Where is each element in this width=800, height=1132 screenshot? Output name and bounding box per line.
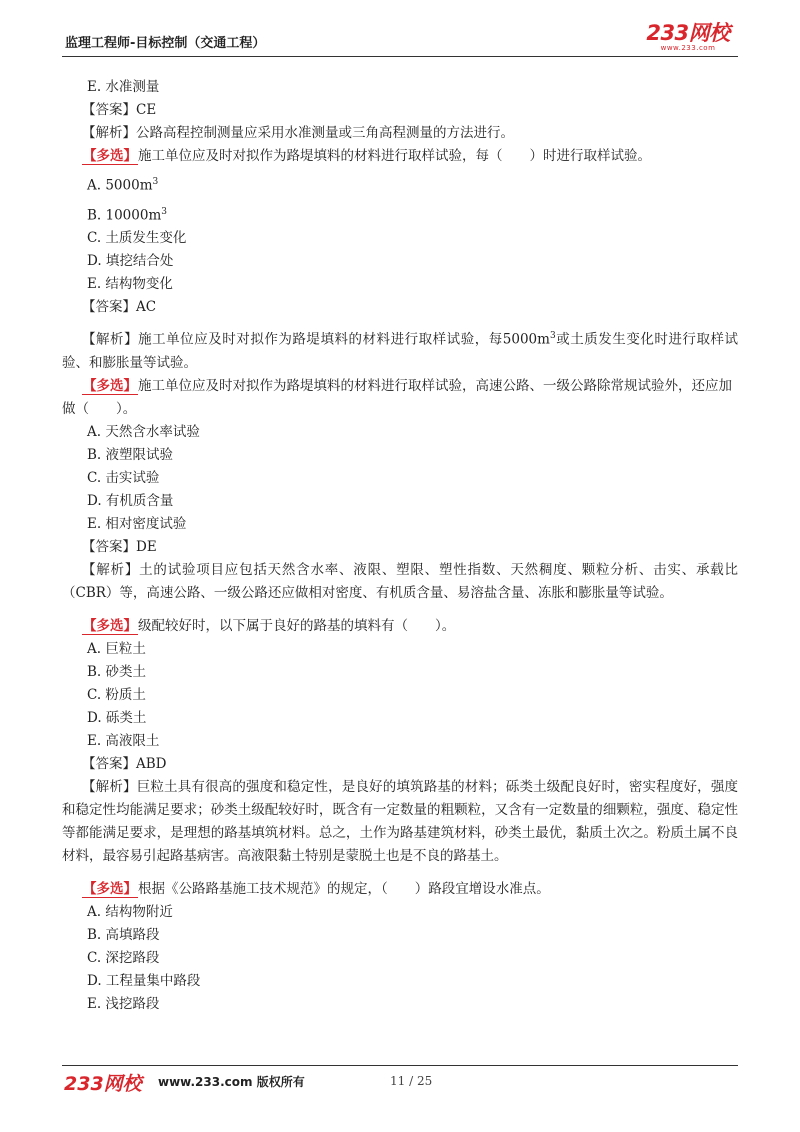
answer-value: ABD	[136, 755, 167, 772]
option-a: A. 结构物附近	[87, 903, 173, 920]
analysis-label: 【解析】	[82, 331, 139, 348]
analysis-line	[62, 776, 738, 868]
superscript: 3	[161, 206, 167, 217]
question-text: 施工单位应及时对拟作为路堤填料的材料进行取样试验，每（ ）时进行取样试验。	[138, 148, 651, 164]
question-text: 级配较好时，以下属于良好的路基的填料有（ ）。	[138, 617, 456, 634]
question-type-badge: 【多选】	[83, 880, 137, 897]
option-c: C. 深挖路段	[87, 949, 160, 966]
answer-value: CE	[136, 102, 157, 118]
option-c: C. 土质发生变化	[87, 230, 187, 246]
analysis-label: 【解析】	[82, 778, 137, 795]
answer-value: AC	[136, 299, 157, 315]
option-d: D. 填挖结合处	[87, 253, 174, 269]
answer-line	[62, 296, 738, 319]
analysis-text: 巨粒土具有很高的强度和稳定性，是良好的填筑路基的材料；砾类土级配良好时，密实程度好，强度和稳定性均能满足要求；砂类土级配较好时，既含有一定数量的粗颗粒，又含有一定数量的细颗粒，强度、稳定性等都能满足要求，是理想的路基填筑材料。总之，土作为路基建筑材料，砂类土最优，黏质土次之。粉质土属不良材料，最容易引起路基病害。高液限黏土特别是蒙脱土也是不良的路基土。	[62, 778, 739, 864]
question-stem	[62, 615, 738, 638]
page-footer	[62, 1065, 738, 1096]
option-e: E. 水准测量	[87, 79, 160, 95]
option-e: E. 相对密度试验	[87, 515, 187, 532]
option-c: C. 击实试验	[87, 469, 160, 486]
answer-label: 【答案】	[82, 755, 136, 772]
option-b	[62, 201, 738, 228]
option-a	[62, 171, 738, 198]
page-header	[62, 22, 738, 57]
question-stem	[62, 145, 738, 168]
option-e: E. 高液限土	[87, 732, 160, 749]
analysis-label: 【解析】	[82, 561, 140, 578]
question-type-badge: 【多选】	[83, 377, 137, 394]
option-b: B. 砂类土	[87, 663, 147, 680]
page-number: 11 / 25	[390, 1074, 433, 1088]
answer-line	[62, 99, 738, 122]
analysis-text: 施工单位应及时对拟作为路堤填料的材料进行取样试验，每5000m	[138, 331, 550, 348]
answer-value: DE	[136, 538, 157, 555]
question-text: 施工单位应及时对拟作为路堤填料的材料进行取样试验，高速公路、一级公路除常规试验外，还应加做（ ）。	[62, 377, 732, 417]
answer-label: 【答案】	[82, 102, 136, 118]
footer-logo[interactable]: 233网校	[64, 1073, 142, 1095]
answer-line	[62, 536, 738, 559]
option-d: D. 工程量集中路段	[87, 972, 201, 989]
option-a: A. 天然含水率试验	[87, 423, 200, 440]
question-text: 根据《公路路基施工技术规范》的规定，（ ）路段宜增设水准点。	[138, 880, 550, 897]
brand-logo[interactable]	[638, 22, 738, 52]
option-e: E. 结构物变化	[87, 276, 173, 292]
analysis-label: 【解析】	[82, 125, 136, 141]
analysis-text: 公路高程控制测量应采用水准测量或三角高程测量的方法进行。	[136, 125, 514, 141]
logo-url: www.233.com	[660, 44, 716, 52]
superscript: 3	[549, 331, 556, 341]
question-type-badge: 【多选】	[83, 148, 137, 164]
question-stem	[62, 878, 738, 901]
option-text: B. 10000m	[87, 207, 162, 223]
analysis-line	[62, 559, 738, 605]
option-c: C. 粉质土	[87, 686, 146, 703]
option-b: B. 高填路段	[87, 926, 160, 943]
option-e: E. 浅挖路段	[87, 995, 160, 1012]
page-content	[62, 76, 738, 1016]
option-d: D. 砾类土	[87, 709, 147, 726]
copyright-text[interactable]: www.233.com 版权所有	[158, 1075, 305, 1089]
option-d: D. 有机质含量	[87, 492, 174, 509]
question-stem	[62, 375, 738, 421]
option-b: B. 液塑限试验	[87, 446, 174, 463]
question-type-badge: 【多选】	[83, 617, 137, 634]
option-a: A. 巨粒土	[87, 640, 146, 657]
analysis-line	[62, 325, 738, 375]
logo-text: 233网校	[646, 21, 730, 45]
superscript: 3	[152, 177, 159, 187]
answer-label: 【答案】	[82, 299, 136, 315]
analysis-text: 土的试验项目应包括天然含水率、液限、塑限、塑性指数、天然稠度、颗粒分析、击实、承载比（CBR）等，高速公路、一级公路还应做相对密度、有机质含量、易溶盐含量、冻胀和膨胀量等试验。	[62, 561, 739, 601]
analysis-line	[62, 122, 738, 145]
analysis-text: 或土质发生变化时进行取样试验、和膨胀量等试验。	[62, 331, 739, 371]
answer-line	[62, 753, 738, 776]
document-title: 监理工程师-目标控制（交通工程）	[65, 36, 266, 51]
option-text: A. 5000m	[87, 177, 153, 194]
answer-label: 【答案】	[82, 538, 136, 555]
